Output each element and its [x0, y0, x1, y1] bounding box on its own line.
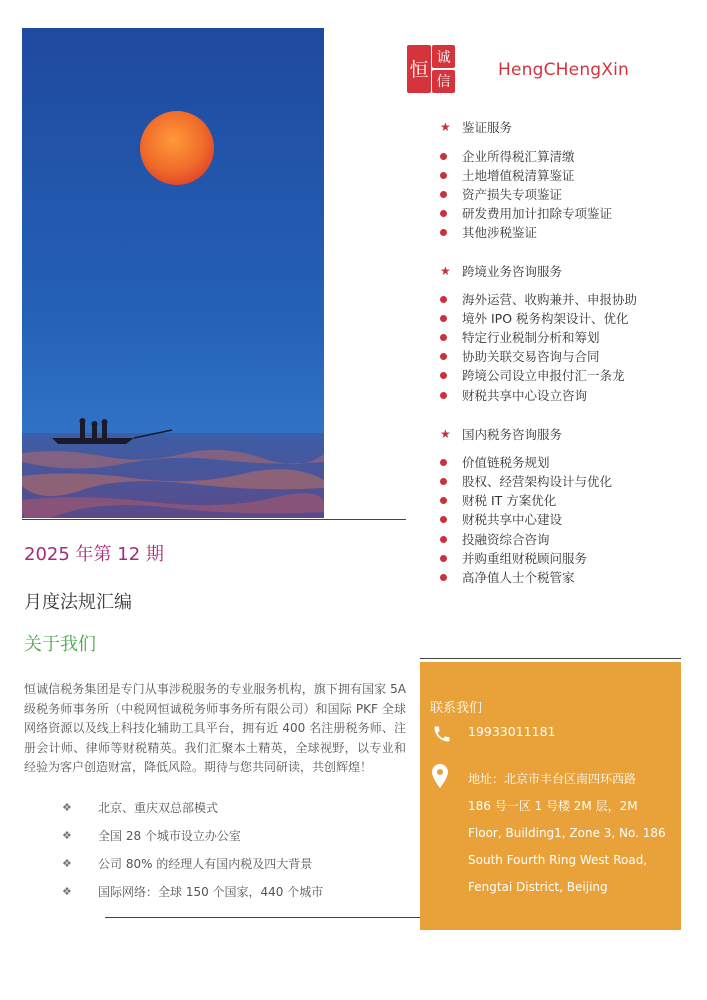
list-item — [440, 491, 556, 509]
list-item-label: 企业所得税汇算清缴 — [462, 149, 575, 164]
list-item-label: 特定行业税制分析和筹划 — [462, 330, 600, 345]
bullet-dot-icon — [440, 153, 447, 160]
list-item — [440, 549, 587, 567]
about-paragraph: 恒诚信税务集团是专门从事涉税服务的专业服务机构，旗下拥有国家 5A 级税务师事务所（中税网恒诚税务师事务所有限公司）和国际 PKF 全球网络资源以及线上科技化辅助工具平台，拥有近 400 名注册税务师、注册会计师、律师等财税精英。我们汇聚本土精英，全球视野，以专业和经验为客户创造财富，降低风险。期待与您共同研读，共创辉煌！ — [24, 682, 406, 774]
phone-icon — [432, 724, 452, 744]
list-item — [440, 204, 612, 222]
star-icon: ★ — [440, 120, 451, 134]
brand-logo — [406, 44, 456, 94]
list-item — [440, 347, 600, 365]
list-item — [62, 855, 312, 872]
address-line: 地址：北京市丰台区南四环西路 — [468, 772, 637, 786]
bullet-dot-icon — [440, 574, 447, 581]
list-item — [62, 883, 323, 900]
list-item — [440, 290, 637, 308]
bullet-dot-icon — [440, 172, 447, 179]
list-item — [440, 147, 575, 165]
list-item-label: 价值链税务规划 — [462, 455, 550, 470]
diamond-bullet-icon: ❖ — [62, 857, 72, 870]
star-icon: ★ — [440, 427, 451, 441]
bullet-dot-icon — [440, 210, 447, 217]
bullet-dot-icon — [440, 334, 447, 341]
list-item — [62, 799, 218, 816]
contact-title: 联系我们 — [430, 701, 483, 716]
list-item — [440, 472, 612, 490]
divider — [22, 519, 406, 520]
about-title: 关于我们 — [24, 634, 96, 655]
section-head-verification — [440, 118, 512, 136]
location-pin-icon — [432, 764, 448, 788]
list-item-label: 股权、经营架构设计与优化 — [462, 474, 613, 489]
list-item-label: 投融资综合咨询 — [462, 532, 550, 547]
section-title: 鉴证服务 — [462, 120, 513, 135]
bullet-dot-icon — [440, 497, 447, 504]
sun — [140, 111, 214, 185]
bullet-dot-icon — [440, 516, 447, 523]
star-icon: ★ — [440, 264, 451, 278]
bullet-dot-icon — [440, 459, 447, 466]
section-title: 国内税务咨询服务 — [462, 427, 563, 442]
brand-name: HengCHengXin — [498, 60, 630, 80]
divider — [420, 658, 681, 659]
list-item-label: 跨境公司设立申报付汇一条龙 — [462, 368, 625, 383]
contact-address — [468, 766, 678, 901]
list-item-label: 高净值人士个税管家 — [462, 570, 575, 585]
list-item — [440, 185, 562, 203]
bullet-dot-icon — [440, 555, 447, 562]
list-item-label: 财税共享中心设立咨询 — [462, 388, 588, 403]
bullet-dot-icon — [440, 296, 447, 303]
list-item — [440, 530, 550, 548]
list-item-label: 境外 IPO 税务构架设计、优化 — [462, 311, 629, 326]
list-item — [440, 366, 625, 384]
page-title: 月度法规汇编 — [24, 592, 132, 613]
divider — [105, 917, 420, 918]
list-item-label: 财税共享中心建设 — [462, 512, 563, 527]
logo-char-1: 恒 — [409, 59, 429, 81]
diamond-bullet-icon: ❖ — [62, 885, 72, 898]
list-item — [440, 510, 562, 528]
list-item-label: 研发费用加计扣除专项鉴证 — [462, 206, 613, 221]
list-item — [440, 223, 537, 241]
list-item — [440, 453, 550, 471]
list-item — [440, 568, 575, 586]
issue-number: 2025 年第 12 期 — [24, 544, 164, 565]
section-head-crossborder — [440, 262, 562, 280]
address-line: 186 号一区 1 号楼 2M 层，2M — [468, 799, 638, 813]
address-line: Fengtai District, Beijing — [468, 880, 608, 894]
list-item — [440, 386, 587, 404]
list-item-label: 土地增值税清算鉴证 — [462, 168, 575, 183]
bullet-dot-icon — [440, 392, 447, 399]
bullet-dot-icon — [440, 536, 447, 543]
logo-char-3: 信 — [436, 74, 451, 90]
address-line: Floor, Building1, Zone 3, No. 186 — [468, 826, 666, 840]
bullet-dot-icon — [440, 191, 447, 198]
contact-phone[interactable]: 19933011181 — [468, 724, 556, 739]
bullet-dot-icon — [440, 372, 447, 379]
list-item-label: 协助关联交易咨询与合同 — [462, 349, 600, 364]
diamond-bullet-icon: ❖ — [62, 801, 72, 814]
list-item-label: 财税 IT 方案优化 — [462, 493, 557, 508]
cover-photo — [22, 28, 324, 518]
list-item-label: 全国 28 个城市设立办公室 — [98, 829, 241, 843]
list-item — [62, 827, 241, 844]
list-item-label: 其他涉税鉴证 — [462, 225, 538, 240]
list-item-label: 公司 80% 的经理人有国内税及四大背景 — [98, 857, 313, 871]
list-item — [440, 309, 629, 327]
bullet-dot-icon — [440, 478, 447, 485]
list-item-label: 北京、重庆双总部模式 — [98, 801, 219, 815]
list-item-label: 国际网络：全球 150 个国家，440 个城市 — [98, 885, 324, 899]
bullet-dot-icon — [440, 353, 447, 360]
logo-char-2: 诚 — [436, 50, 451, 66]
list-item-label: 并购重组财税顾问服务 — [462, 551, 588, 566]
list-item — [440, 328, 600, 346]
address-line: South Fourth Ring West Road, — [468, 853, 648, 867]
section-title: 跨境业务咨询服务 — [462, 264, 563, 279]
diamond-bullet-icon: ❖ — [62, 829, 72, 842]
list-item-label: 海外运营、收购兼并、申报协助 — [462, 292, 638, 307]
list-item-label: 资产损失专项鉴证 — [462, 187, 563, 202]
bullet-dot-icon — [440, 315, 447, 322]
list-item — [440, 166, 575, 184]
section-head-domestic — [440, 425, 562, 443]
bullet-dot-icon — [440, 229, 447, 236]
